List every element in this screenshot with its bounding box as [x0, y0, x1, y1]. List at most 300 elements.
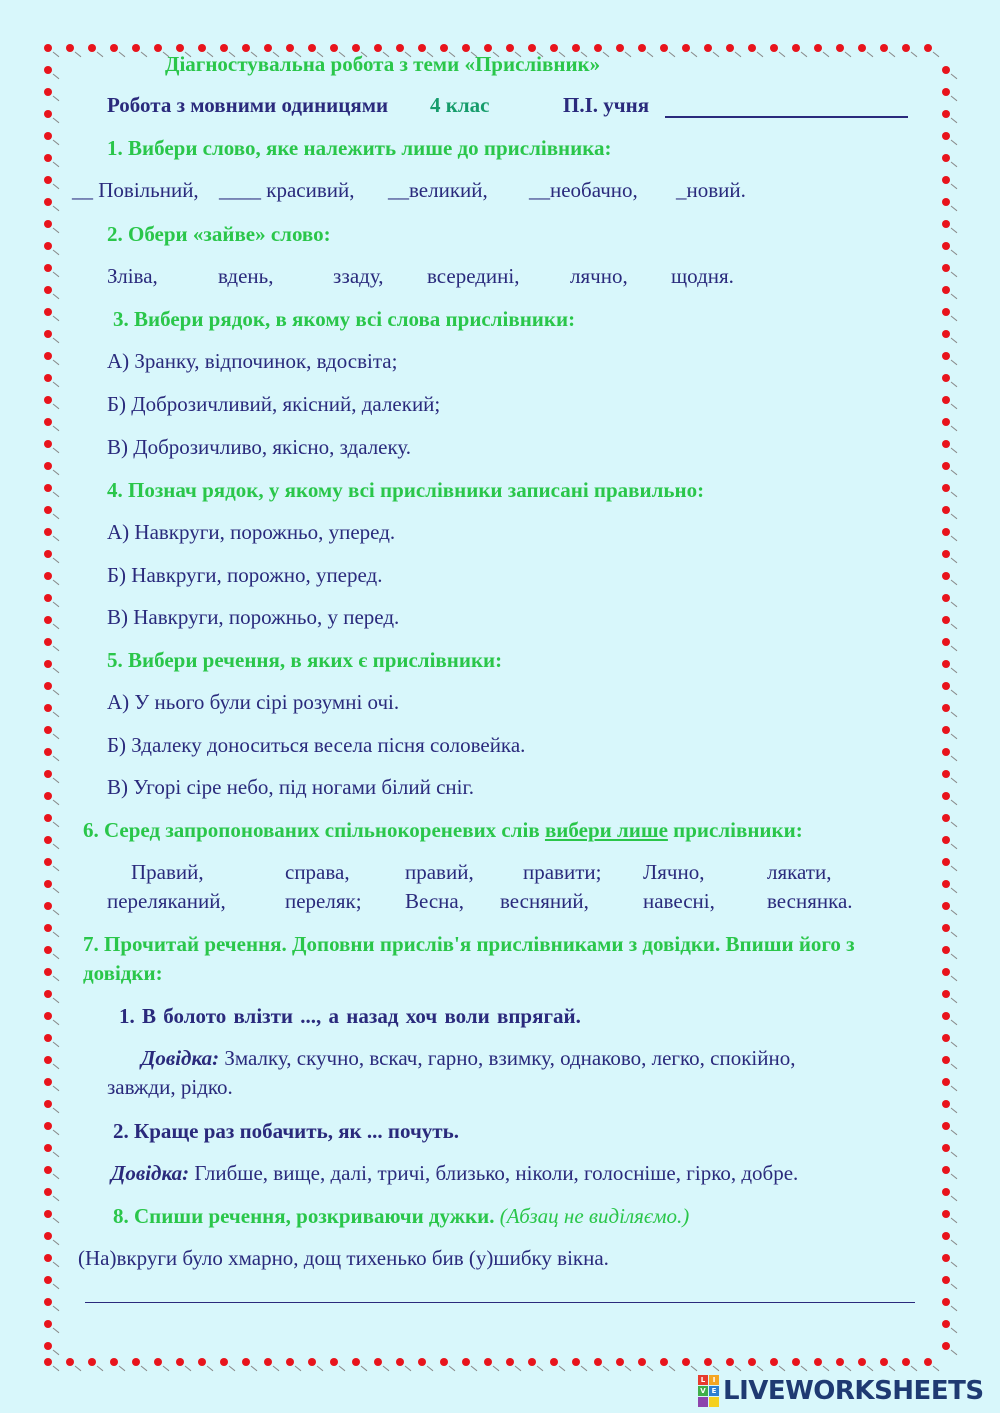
border-dot	[440, 44, 448, 52]
border-dot	[660, 1358, 668, 1366]
q5-option-a[interactable]: А) У нього були сірі розумні очі.	[107, 690, 400, 714]
q1-option[interactable]: __великий,	[388, 178, 488, 202]
border-dash	[713, 1366, 719, 1371]
q8-note: (Абзац не виділяємо.)	[499, 1204, 690, 1228]
border-dot	[942, 1166, 950, 1174]
q2-word[interactable]: щодня.	[671, 264, 734, 288]
border-dot	[638, 44, 646, 52]
border-dot	[942, 1078, 950, 1086]
border-dash	[951, 1064, 957, 1069]
border-dot	[374, 44, 382, 52]
border-dash	[625, 1366, 631, 1371]
border-dash	[951, 756, 957, 761]
border-dash	[951, 822, 957, 827]
q6-word[interactable]: Весна,	[405, 889, 464, 913]
border-dash	[757, 52, 763, 57]
border-dash	[53, 954, 59, 959]
border-dot	[374, 1358, 382, 1366]
border-dash	[951, 1042, 957, 1047]
border-dot	[462, 44, 470, 52]
border-dash	[951, 1328, 957, 1333]
border-dot	[942, 132, 950, 140]
q5-title: 5. Вибери речення, в яких є прислівники:	[107, 648, 503, 672]
border-dot	[44, 1100, 52, 1108]
border-dot	[942, 1298, 950, 1306]
border-dot	[726, 44, 734, 52]
q6-word[interactable]: весняний,	[500, 889, 589, 913]
border-dot	[286, 44, 294, 52]
border-dot	[550, 44, 558, 52]
border-dot	[396, 1358, 404, 1366]
border-dot	[44, 1122, 52, 1130]
border-dash	[951, 624, 957, 629]
border-dash	[951, 162, 957, 167]
border-dash	[951, 448, 957, 453]
border-dot	[44, 638, 52, 646]
q8-title	[113, 1206, 689, 1227]
q2-word[interactable]: лячно,	[570, 264, 628, 288]
border-dot	[528, 1358, 536, 1366]
border-dash	[141, 1366, 147, 1371]
border-dash	[53, 1108, 59, 1113]
border-dot	[942, 704, 950, 712]
border-dash	[53, 1240, 59, 1245]
border-dash	[911, 52, 917, 57]
border-dash	[951, 228, 957, 233]
hint-2	[111, 1163, 798, 1184]
border-dot	[942, 418, 950, 426]
q6-word[interactable]: навесні,	[643, 889, 715, 913]
border-dot	[942, 1232, 950, 1240]
border-dot	[44, 660, 52, 668]
border-dash	[53, 250, 59, 255]
border-dot	[942, 88, 950, 96]
border-dot	[484, 1358, 492, 1366]
q8-sentence: (На)вкруги було хмарно, дощ тихенько бив (у)шибку вікна.	[78, 1246, 609, 1270]
q1-option[interactable]: __ Повільний,	[72, 178, 199, 202]
border-dot	[942, 726, 950, 734]
border-dot	[858, 44, 866, 52]
border-dot	[942, 1012, 950, 1020]
border-dash	[119, 52, 125, 57]
border-dash	[53, 338, 59, 343]
border-dash	[779, 1366, 785, 1371]
border-dash	[53, 756, 59, 761]
border-dot	[396, 44, 404, 52]
border-dot	[352, 1358, 360, 1366]
border-dash	[951, 1350, 957, 1355]
q6-word[interactable]: переляк;	[285, 889, 362, 913]
border-dot	[942, 176, 950, 184]
border-dash	[537, 1366, 543, 1371]
border-dot	[942, 1254, 950, 1262]
border-dot	[942, 374, 950, 382]
border-dot	[66, 44, 74, 52]
border-dot	[942, 682, 950, 690]
border-dot	[264, 44, 272, 52]
border-dash	[53, 1328, 59, 1333]
border-dot	[770, 1358, 778, 1366]
q6-word[interactable]: лякати,	[767, 860, 832, 884]
border-dot	[942, 990, 950, 998]
border-dash	[951, 668, 957, 673]
grade-label: 4 клас	[430, 93, 490, 117]
border-dash	[53, 228, 59, 233]
border-dot	[902, 1358, 910, 1366]
border-dash	[951, 932, 957, 937]
border-dot	[44, 1342, 52, 1350]
border-dot	[942, 1034, 950, 1042]
border-dot	[44, 1144, 52, 1152]
border-dot	[748, 1358, 756, 1366]
border-dash	[951, 250, 957, 255]
border-dash	[53, 624, 59, 629]
border-dash	[951, 184, 957, 189]
border-dash	[53, 1130, 59, 1135]
border-dot	[44, 352, 52, 360]
border-dash	[53, 976, 59, 981]
border-dot	[44, 440, 52, 448]
border-dash	[53, 536, 59, 541]
border-dot	[814, 1358, 822, 1366]
border-dash	[53, 206, 59, 211]
q6-word[interactable]: Правий,	[131, 860, 204, 884]
border-dot	[880, 44, 888, 52]
border-dash	[951, 1174, 957, 1179]
border-dot	[88, 44, 96, 52]
border-dash	[951, 1306, 957, 1311]
border-dot	[44, 770, 52, 778]
border-dot	[942, 792, 950, 800]
pupil-name-line[interactable]	[665, 116, 908, 118]
q6-word[interactable]: правий,	[405, 860, 474, 884]
border-dash	[75, 52, 81, 57]
border-dash	[951, 998, 957, 1003]
border-dash	[951, 1262, 957, 1267]
border-dash	[669, 1366, 675, 1371]
border-dot	[44, 1034, 52, 1042]
border-dash	[951, 778, 957, 783]
border-dot	[220, 44, 228, 52]
border-dash	[951, 272, 957, 277]
border-dash	[493, 1366, 499, 1371]
border-dash	[951, 888, 957, 893]
border-dash	[361, 1366, 367, 1371]
border-dot	[704, 1358, 712, 1366]
border-dot	[942, 506, 950, 514]
border-dot	[44, 968, 52, 976]
border-dash	[951, 954, 957, 959]
border-dash	[53, 800, 59, 805]
border-dash	[53, 866, 59, 871]
border-dash	[951, 602, 957, 607]
border-dash	[97, 1366, 103, 1371]
border-dot	[942, 616, 950, 624]
border-dot	[550, 1358, 558, 1366]
border-dash	[757, 1366, 763, 1371]
border-dash	[295, 1366, 301, 1371]
border-dot	[44, 396, 52, 404]
border-dot	[836, 44, 844, 52]
border-dot	[44, 506, 52, 514]
border-dash	[53, 294, 59, 299]
border-dash	[951, 866, 957, 871]
q2-word[interactable]: всередині,	[427, 264, 520, 288]
q6-title-start: 6. Серед запропонованих спільнокореневих слів	[83, 818, 540, 842]
border-dash	[951, 734, 957, 739]
border-dot	[44, 220, 52, 228]
border-dot	[942, 154, 950, 162]
logo-cube: L	[698, 1375, 708, 1385]
border-dot	[264, 1358, 272, 1366]
border-dash	[889, 1366, 895, 1371]
border-dash	[53, 1042, 59, 1047]
border-dash	[951, 844, 957, 849]
q4-option-a[interactable]: А) Навкруги, порожньо, уперед.	[107, 520, 396, 544]
border-dash	[53, 1174, 59, 1179]
border-dot	[942, 484, 950, 492]
proverb-2: 2. Краще раз побачить, як ... почуть.	[113, 1119, 459, 1143]
border-dot	[682, 44, 690, 52]
border-dot	[44, 1078, 52, 1086]
border-dash	[951, 426, 957, 431]
border-dash	[53, 690, 59, 695]
border-dash	[53, 580, 59, 585]
border-dot	[44, 110, 52, 118]
q6-word[interactable]: справа,	[285, 860, 350, 884]
border-dot	[352, 44, 360, 52]
q2-word[interactable]: ззаду,	[333, 264, 384, 288]
border-dash	[951, 558, 957, 563]
border-dash	[951, 206, 957, 211]
border-dot	[44, 176, 52, 184]
border-dash	[53, 1218, 59, 1223]
border-dash	[823, 52, 829, 57]
border-dash	[867, 52, 873, 57]
border-dot	[638, 1358, 646, 1366]
border-dash	[735, 52, 741, 57]
border-dash	[951, 536, 957, 541]
q6-word[interactable]: правити;	[523, 860, 602, 884]
border-dash	[119, 1366, 125, 1371]
border-dash	[603, 52, 609, 57]
border-dot	[484, 44, 492, 52]
border-dot	[616, 1358, 624, 1366]
border-dash	[405, 1366, 411, 1371]
border-dot	[942, 1276, 950, 1284]
border-dash	[951, 382, 957, 387]
logo-cube	[709, 1397, 719, 1407]
border-dash	[951, 316, 957, 321]
q1-option[interactable]: __необачно,	[529, 178, 638, 202]
border-dot	[942, 770, 950, 778]
border-dash	[53, 712, 59, 717]
border-dot	[44, 66, 52, 74]
border-dash	[933, 52, 939, 57]
border-dash	[691, 1366, 697, 1371]
border-dash	[951, 910, 957, 915]
border-dot	[942, 440, 950, 448]
border-dot	[44, 902, 52, 910]
border-dash	[53, 734, 59, 739]
border-dot	[308, 1358, 316, 1366]
border-dash	[951, 800, 957, 805]
answer-line[interactable]	[85, 1302, 915, 1303]
border-dot	[704, 44, 712, 52]
border-dash	[951, 580, 957, 585]
border-dot	[942, 242, 950, 250]
border-dash	[53, 492, 59, 497]
q2-word[interactable]: Зліва,	[107, 264, 158, 288]
border-dot	[44, 1188, 52, 1196]
border-dot	[572, 1358, 580, 1366]
border-dot	[242, 1358, 250, 1366]
border-dot	[220, 1358, 228, 1366]
border-dot	[792, 1358, 800, 1366]
worksheet-title: Діагностувальна робота з теми «Прислівник»	[165, 52, 601, 76]
border-dot	[942, 902, 950, 910]
border-dash	[229, 1366, 235, 1371]
border-dot	[836, 1358, 844, 1366]
border-dot	[44, 858, 52, 866]
border-dot	[286, 1358, 294, 1366]
border-dash	[53, 272, 59, 277]
q3-option-a[interactable]: А) Зранку, відпочинок, вдосвіта;	[107, 349, 398, 373]
q1-option[interactable]: ____ красивий,	[219, 178, 355, 202]
border-dot	[44, 308, 52, 316]
border-dot	[942, 836, 950, 844]
border-dash	[691, 52, 697, 57]
hint-1-words: Змалку, скучно, вскач, гарно, взимку, однаково, легко, спокійно,	[224, 1046, 796, 1070]
border-dot	[942, 66, 950, 74]
q6-word[interactable]: веснянка.	[767, 889, 853, 913]
border-dot	[942, 110, 950, 118]
border-dot	[44, 792, 52, 800]
border-dot	[44, 990, 52, 998]
border-dash	[801, 52, 807, 57]
border-dot	[506, 44, 514, 52]
q6-title	[83, 820, 803, 841]
border-dash	[449, 1366, 455, 1371]
q2-word[interactable]: вдень,	[218, 264, 274, 288]
border-dash	[53, 470, 59, 475]
border-dash	[951, 140, 957, 145]
border-dot	[44, 1210, 52, 1218]
border-dash	[515, 1366, 521, 1371]
border-dash	[951, 1020, 957, 1025]
border-dash	[713, 52, 719, 57]
border-dot	[942, 330, 950, 338]
border-dot	[44, 1298, 52, 1306]
border-dash	[53, 118, 59, 123]
q5-option-b[interactable]: Б) Здалеку доноситься весела пісня соловейка.	[107, 733, 526, 757]
border-dash	[735, 1366, 741, 1371]
hint-2-words: Глибше, вище, далі, тричі, близько, ніколи, голосніше, гірко, добре.	[194, 1161, 799, 1185]
border-dash	[339, 1366, 345, 1371]
logo-cube	[698, 1397, 708, 1407]
border-dash	[559, 1366, 565, 1371]
border-dot	[44, 572, 52, 580]
hint-label: Довідка:	[141, 1046, 220, 1070]
border-dot	[942, 198, 950, 206]
border-dash	[951, 74, 957, 79]
border-dash	[53, 668, 59, 673]
border-dot	[66, 1358, 74, 1366]
border-dash	[53, 1262, 59, 1267]
border-dot	[44, 154, 52, 162]
subtitle: Робота з мовними одиницями	[107, 93, 389, 117]
border-dot	[942, 528, 950, 536]
border-dash	[53, 426, 59, 431]
border-dash	[951, 514, 957, 519]
q4-option-c[interactable]: В) Навкруги, порожньо, у перед.	[107, 605, 400, 629]
border-dot	[330, 1358, 338, 1366]
border-dash	[951, 712, 957, 717]
q5-option-c[interactable]: В) Угорі сіре небо, під ногами білий сніг.	[107, 775, 474, 799]
border-dot	[942, 1210, 950, 1218]
border-dot	[942, 308, 950, 316]
q3-option-c[interactable]: В) Доброзичливо, якісно, здалеку.	[107, 435, 412, 459]
border-dash	[911, 1366, 917, 1371]
border-dot	[942, 572, 950, 580]
border-dash	[53, 184, 59, 189]
border-dot	[44, 528, 52, 536]
border-dash	[53, 888, 59, 893]
q6-title-emphasis: вибери лише	[544, 818, 668, 842]
border-dot	[726, 1358, 734, 1366]
border-dot	[942, 968, 950, 976]
border-dot	[110, 44, 118, 52]
border-dot	[506, 1358, 514, 1366]
q6-word[interactable]: Лячно,	[643, 860, 705, 884]
border-dot	[660, 44, 668, 52]
border-dot	[154, 1358, 162, 1366]
border-dot	[44, 1276, 52, 1284]
border-dot	[942, 1100, 950, 1108]
border-dot	[418, 44, 426, 52]
border-dash	[53, 844, 59, 849]
border-dash	[951, 646, 957, 651]
border-dot	[942, 880, 950, 888]
hint-1-line1	[141, 1048, 796, 1069]
border-dash	[951, 96, 957, 101]
border-dot	[88, 1358, 96, 1366]
border-dot	[924, 44, 932, 52]
border-dash	[383, 1366, 389, 1371]
proverb-1: 1. В болото влізти ..., а назад хоч воли впрягай.	[119, 1004, 581, 1028]
q6-word[interactable]: переляканий,	[107, 889, 226, 913]
border-dot	[942, 286, 950, 294]
q2-title: 2. Обери «зайве» слово:	[107, 222, 331, 246]
border-dash	[581, 1366, 587, 1371]
border-dot	[330, 44, 338, 52]
q3-option-b[interactable]: Б) Доброзичливий, якісний, далекий;	[107, 392, 441, 416]
border-dot	[132, 44, 140, 52]
border-dot	[942, 946, 950, 954]
border-dash	[625, 52, 631, 57]
q8-title-text: 8. Спиши речення, розкриваючи дужки.	[113, 1204, 495, 1228]
border-dot	[44, 550, 52, 558]
q1-option[interactable]: _новий.	[676, 178, 746, 202]
border-dash	[317, 1366, 323, 1371]
border-dash	[933, 1366, 939, 1371]
border-dot	[44, 242, 52, 250]
border-dash	[951, 360, 957, 365]
q4-option-b[interactable]: Б) Навкруги, порожно, уперед.	[107, 563, 383, 587]
border-dash	[163, 1366, 169, 1371]
border-dash	[779, 52, 785, 57]
border-dot	[44, 1012, 52, 1020]
